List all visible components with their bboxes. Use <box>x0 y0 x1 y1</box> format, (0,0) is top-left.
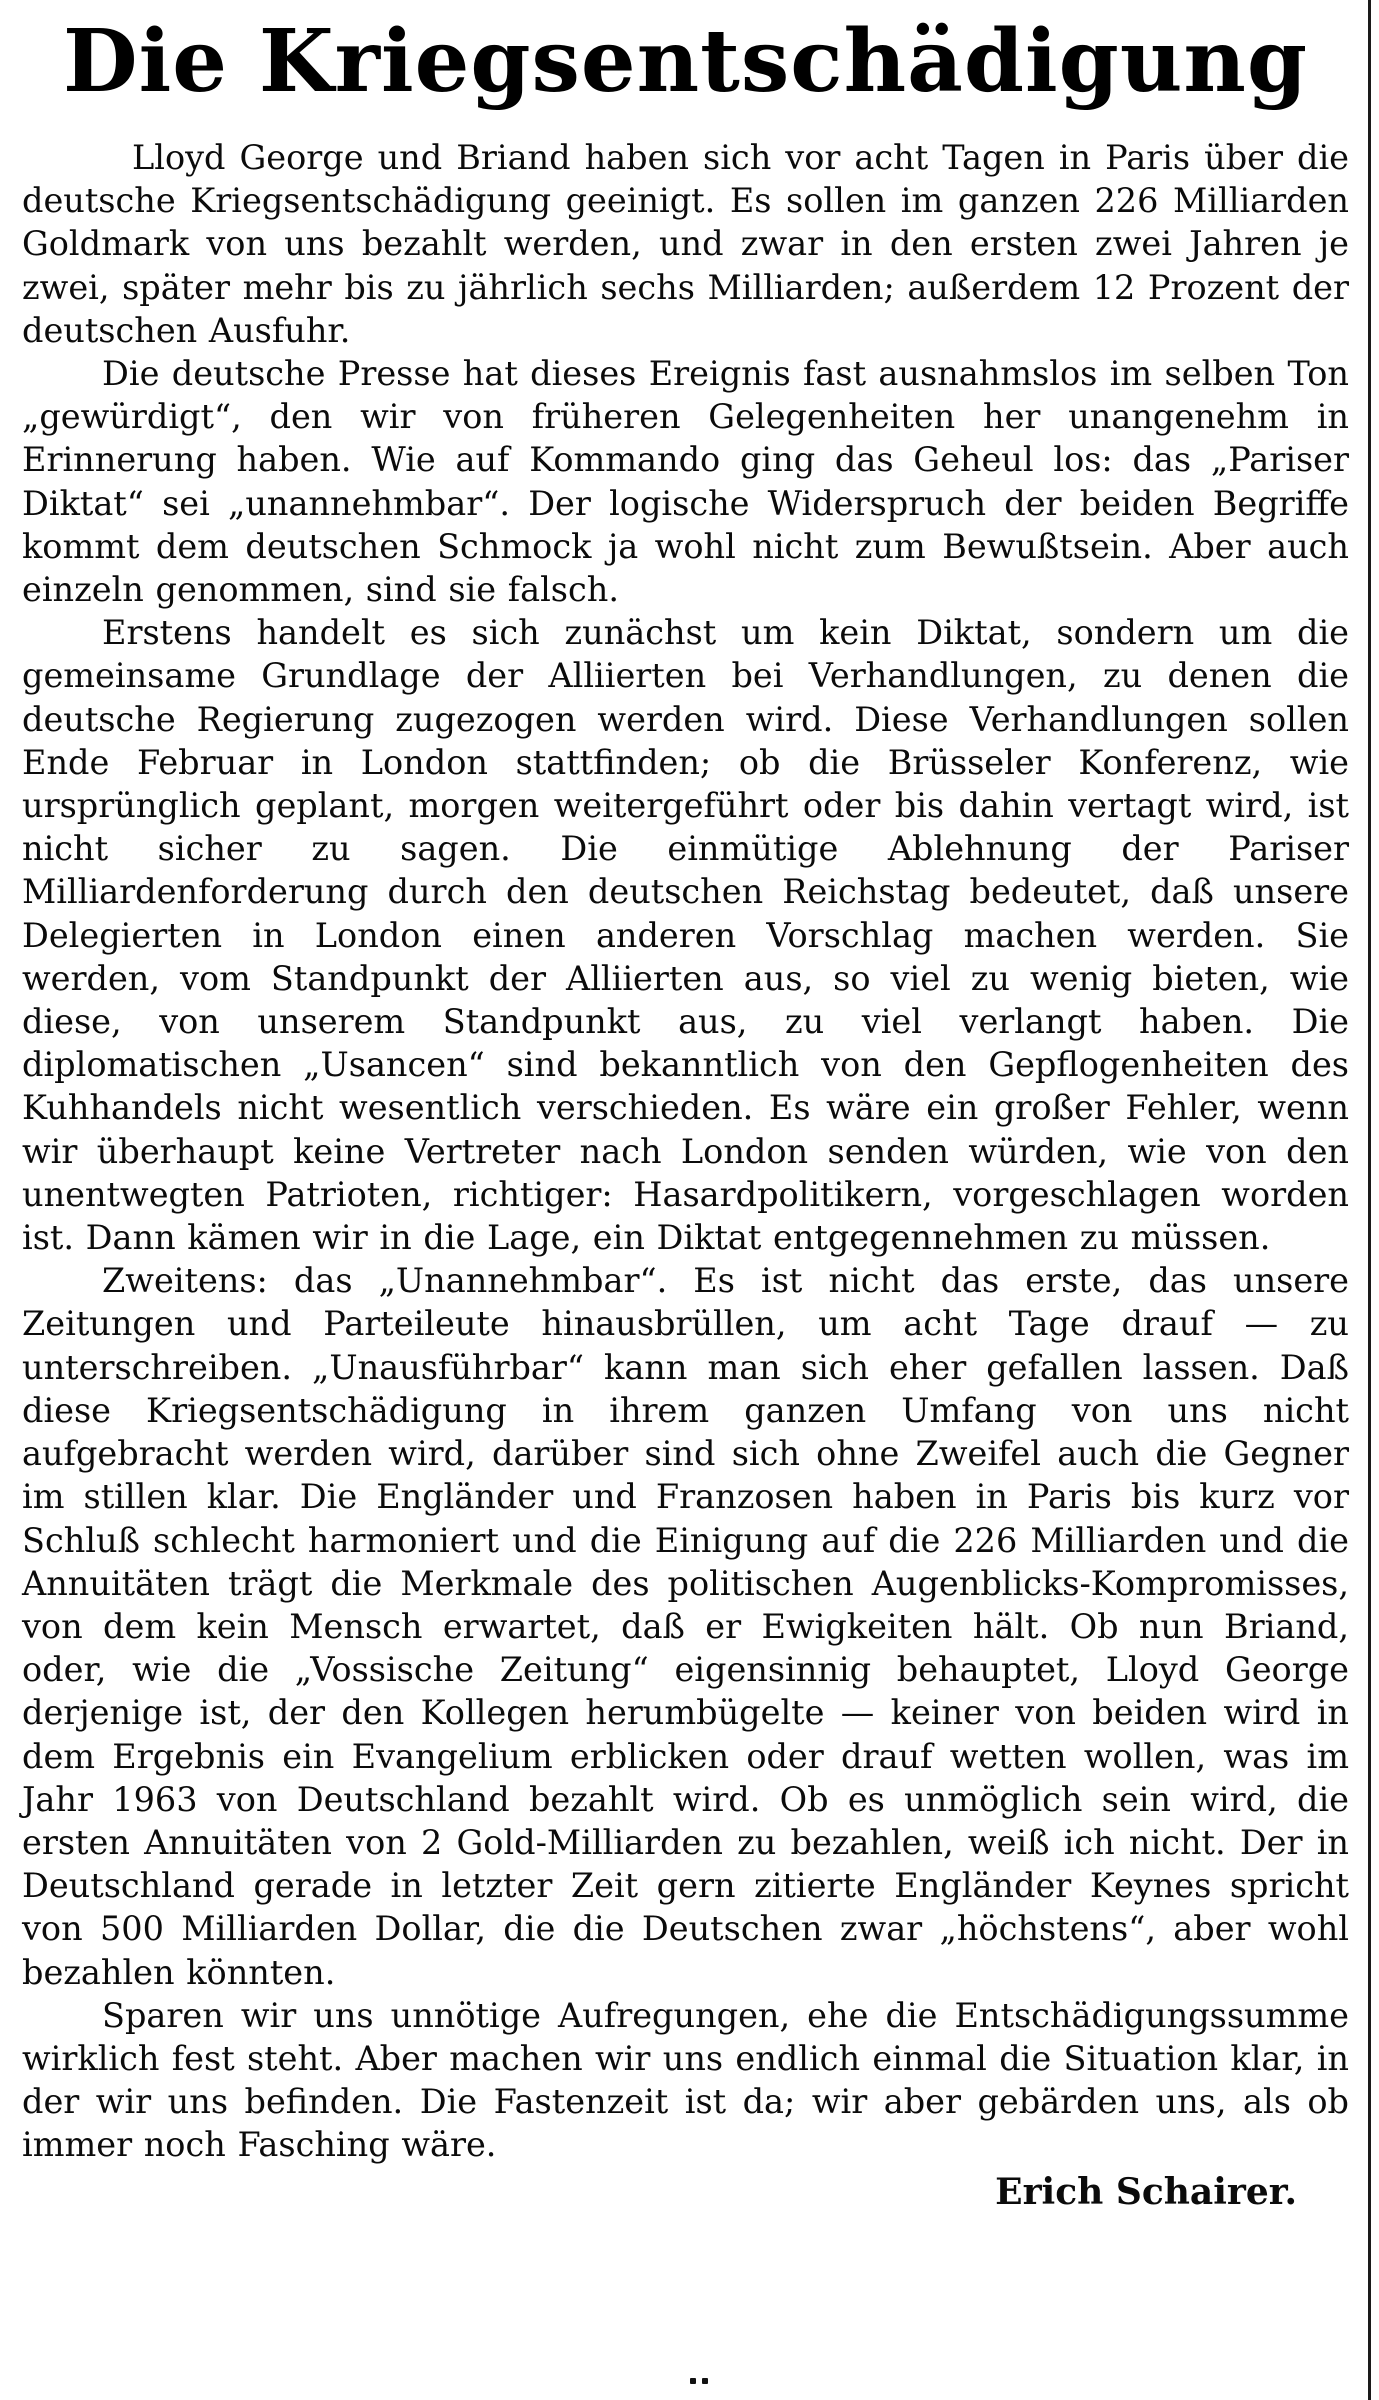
article-paragraph-5: Sparen wir uns unnötige Aufregungen, ehe die Entschädigungssumme wirklich fest steht. Aber machen wir uns endlich einmal die Situation klar, in der wir uns befinden. Die Fastenzeit ist da; wir aber gebärden uns, als ob immer noch Fasching wäre. <box>22 1995 1349 2165</box>
column-rule <box>1368 0 1371 2400</box>
article-paragraph-4: Zweitens: das „Unannehmbar“. Es ist nicht das erste, das unsere Zeitungen und Parteileute hinausbrüllen, um acht Tage drauf — zu unterschreiben. „Unausführbar“ kann man sich eher gefallen lassen. Daß diese Kriegsentschädigung in ihrem ganzen Umfang von uns nicht aufgebracht werden wird, darüber sind sich ohne Zweifel auch die Gegner im stillen klar. Die Engländer und Franzosen haben in Paris bis kurz vor Schluß schlecht harmoniert und die Einigung auf die 226 Milliarden und die Annuitäten trägt die Merkmale des politischen Augenblicks-Kompromisses, von dem kein Mensch erwartet, daß er Ewigkeiten hält. Ob nun Briand, oder, wie die „Vossische Zeitung“ eigensinnig behauptet, Lloyd George derjenige ist, der den Kollegen herumbügelte — keiner von beiden wird in dem Ergebnis ein Evangelium erblicken oder drauf wetten wollen, was im Jahr 1963 von Deutschland bezahlt wird. Ob es unmöglich sein wird, die ersten Annuitäten von 2 Gold-Milliarden zu bezahlen, weiß ich nicht. Der in Deutschland gerade in letzter Zeit gern zitierte Engländer Keynes spricht von 500 Milliarden Dollar, die die Deutschen zwar „höchstens“, aber wohl bezahlen könnten. <box>22 1261 1349 1992</box>
signature-row <box>22 2169 1349 2215</box>
article-headline: Die Kriegsentschädigung <box>62 11 1308 112</box>
article-paragraph-1: Lloyd George und Briand haben sich vor acht Tagen in Paris über die deutsche Kriegsentschädigung geeinigt. Es sollen im ganzen 226 Milliarden Goldmark von uns bezahlt werden, und zwar in den ersten zwei Jahren je zwei, später mehr bis zu jährlich sechs Milliarden; außerdem 12 Prozent der deutschen Ausfuhr. <box>22 138 1349 350</box>
print-mark <box>690 2378 712 2384</box>
article-paragraph-3: Erstens handelt es sich zunächst um kein Diktat, sondern um die gemeinsame Grundlage der Alliierten bei Verhandlungen, zu denen die deutsche Regierung zugezogen werden wird. Diese Verhandlungen sollen Ende Februar in London stattfinden; ob die Brüsseler Konferenz, wie ursprünglich geplant, morgen weitergeführt oder bis dahin vertagt wird, ist nicht sicher zu sagen. Die einmütige Ablehnung der Pariser Milliardenforderung durch den deutschen Reichstag bedeutet, daß unsere Delegierten in London einen anderen Vorschlag machen werden. Sie werden, vom Standpunkt der Alliierten aus, so viel zu wenig bieten, wie diese, von unserem Standpunkt aus, zu viel verlangt haben. Die diplomatischen „Usancen“ sind bekanntlich von den Gepflogenheiten des Kuhhandels nicht wesentlich verschieden. Es wäre ein großer Fehler, wenn wir überhaupt keine Vertreter nach London senden würden, wie von den unentwegten Patrioten, richtiger: Hasardpolitikern, vorgeschlagen worden ist. Dann kämen wir in die Lage, ein Diktat entgegennehmen zu müssen. <box>22 613 1349 1258</box>
author-signature: Erich Schairer. <box>995 2170 1297 2213</box>
article-paragraph-2: Die deutsche Presse hat dieses Ereignis fast ausnahmslos im selben Ton „gewürdigt“, den wir von früheren Gelegenheiten her unangenehm in Erinnerung haben. Wie auf Kommando ging das Geheul los: das „Pariser Diktat“ sei „unannehmbar“. Der logische Widerspruch der beiden Begriffe kommt dem deutschen Schmock ja wohl nicht zum Bewußtsein. Aber auch einzeln genommen, sind sie falsch. <box>22 354 1349 610</box>
article-body <box>22 136 1349 2167</box>
